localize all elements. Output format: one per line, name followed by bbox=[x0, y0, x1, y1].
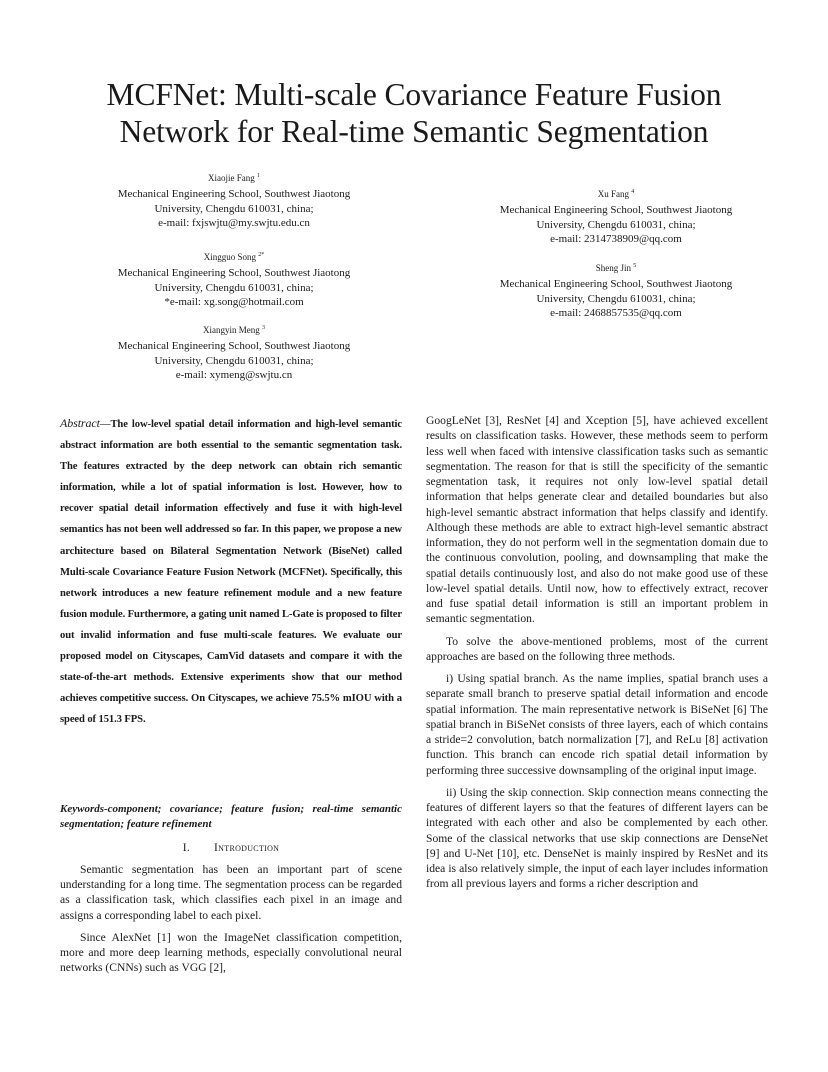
section-heading bbox=[60, 842, 402, 854]
title-line-1: MCFNet: Multi-scale Covariance Feature Fusion bbox=[106, 77, 722, 112]
author-email: *e-mail: xg.song@hotmail.com bbox=[164, 296, 304, 308]
abstract bbox=[60, 413, 402, 730]
author-affil-line: Mechanical Engineering School, Southwest Jiaotong bbox=[117, 340, 351, 352]
author-affil-line: University, Chengdu 610031, china; bbox=[536, 292, 696, 305]
author-affil-line: Mechanical Engineering School, Southwest Jiaotong bbox=[499, 204, 733, 216]
author-name: Sheng Jin bbox=[595, 263, 631, 273]
author-sup: 3 bbox=[262, 325, 265, 331]
body-paragraph: Since AlexNet [1] won the ImageNet classification competition, more and more deep learning methods, especially convolutional neural networks (CNNs) such as VGG [2], bbox=[60, 930, 402, 975]
author-email: e-mail: 2468857535@qq.com bbox=[550, 307, 682, 319]
author-block-4 bbox=[466, 186, 766, 247]
author-sup: 4 bbox=[631, 189, 635, 195]
body-paragraph: Semantic segmentation has been an important part of scene understanding for a long time. The segmentation process can be regarded as a classification task, which classifies each pixel in an image and assigns a corresponding label to each pixel. bbox=[60, 863, 402, 922]
author-block-2 bbox=[98, 249, 370, 310]
author-affil-line: University, Chengdu 610031, china; bbox=[154, 202, 314, 215]
section-title: Introduction bbox=[214, 842, 280, 854]
author-affil-line: University, Chengdu 610031, china; bbox=[536, 218, 696, 231]
author-block-5 bbox=[466, 260, 766, 321]
keywords: Keywords-component; covariance; feature fusion; real-time semantic segmentation; feature refinement bbox=[60, 803, 402, 830]
author-block-3 bbox=[98, 322, 370, 383]
author-affil-line: Mechanical Engineering School, Southwest Jiaotong bbox=[117, 188, 351, 200]
right-column bbox=[426, 413, 768, 892]
abstract-lead: Abstract— bbox=[60, 416, 111, 430]
author-name: Xiaojie Fang bbox=[208, 173, 255, 183]
author-name: Xingguo Song bbox=[203, 252, 256, 262]
body-paragraph: To solve the above-mentioned problems, most of the current approaches are based on the following three methods. bbox=[426, 634, 768, 663]
author-email: e-mail: xymeng@swjtu.cn bbox=[175, 369, 293, 381]
title-line-2: Network for Real-time Semantic Segmentation bbox=[119, 114, 709, 149]
author-name: Xu Fang bbox=[597, 189, 629, 199]
author-affil-line: Mechanical Engineering School, Southwest Jiaotong bbox=[117, 267, 351, 279]
author-name: Xiangyin Meng bbox=[203, 325, 260, 335]
section-numeral: I. bbox=[182, 842, 191, 854]
author-affil-line: Mechanical Engineering School, Southwest Jiaotong bbox=[499, 278, 733, 290]
body-paragraph: ii) Using the skip connection. Skip connection means connecting the features of different layers so that the features of different layers can be integrated with each other and also be complemented by each other. Some of the classical networks that use skip connections are DenseNet [9] and U-Net [10], etc. DenseNet is mainly inspired by ResNet and its idea is also relatively simple, the input of each layer includes information from all previous layers and forms a richer description and bbox=[426, 785, 768, 891]
intro-left-body bbox=[60, 862, 402, 975]
paper-title bbox=[60, 76, 768, 150]
author-email: e-mail: 2314738909@qq.com bbox=[550, 233, 682, 245]
author-email: e-mail: fxjswjtu@my.swjtu.edu.cn bbox=[158, 217, 310, 229]
author-affil-line: University, Chengdu 610031, china; bbox=[154, 281, 314, 294]
abstract-body: The low-level spatial detail information and high-level semantic abstract information are both essential to the semantic segmentation task. The features extracted by the deep network can obtain rich semantic information, while a lot of spatial information is lost. However, how to recover spatial detail information effectively and fuse it with high-level semantics has not been well addressed so far. In this paper, we propose a new architecture based on Bilateral Segmentation Network (BiseNet) called Multi-scale Covariance Feature Fusion Network (MCFNet). Specifically, this network introduces a new feature refinement module and a new feature fusion module. Furthermore, a gating unit named L-Gate is proposed to filter out invalid information and fuse multi-scale features. We evaluate our proposed model on Cityscapes, CamVid datasets and compare it with the state-of-the-art methods. Extensive experiments show that our method achieves competitive success. On Cityscapes, we achieve 75.5% mIOU with a speed of 151.3 FPS. bbox=[60, 419, 402, 726]
author-sup: 1 bbox=[257, 173, 260, 179]
author-affil-line: University, Chengdu 610031, china; bbox=[154, 354, 314, 367]
author-sup: 5 bbox=[633, 263, 637, 269]
body-paragraph: GoogLeNet [3], ResNet [4] and Xception [5], have achieved excellent results on classification tasks. However, these methods seem to perform less well when faced with intensive classification tasks such as semantic segmentation. The reason for that is still the specificity of the semantic segmentation task, it requires not only low-level spatial detail information that helps generate clear and detailed boundaries but also high-level semantic abstract information that helps classify and identify. Although these methods are able to extract high-level semantic abstract information, they do not perform well in the segmentation domain due to the continuous convolution, pooling, and downsampling that make the spatial details continuously lost, and also do not make good use of these low-level spatial details. Until now, how to effectively extract, recover and fuse spatial detail information is still an important problem in semantic segmentation. bbox=[426, 414, 768, 626]
author-block-1 bbox=[98, 170, 370, 231]
body-paragraph: i) Using spatial branch. As the name implies, spatial branch uses a separate small branch to preserve spatial detail information and encode spatial information. The main representative network is BiSeNet [6] The spatial branch in BiSeNet consists of three layers, each of which contains a stride=2 convolution, batch normalization [7], and ReLu [8] activation function. This branch can encode rich spatial detail information by performing three successive downsampling of the original input image. bbox=[426, 672, 768, 777]
author-sup: 2* bbox=[258, 252, 265, 258]
